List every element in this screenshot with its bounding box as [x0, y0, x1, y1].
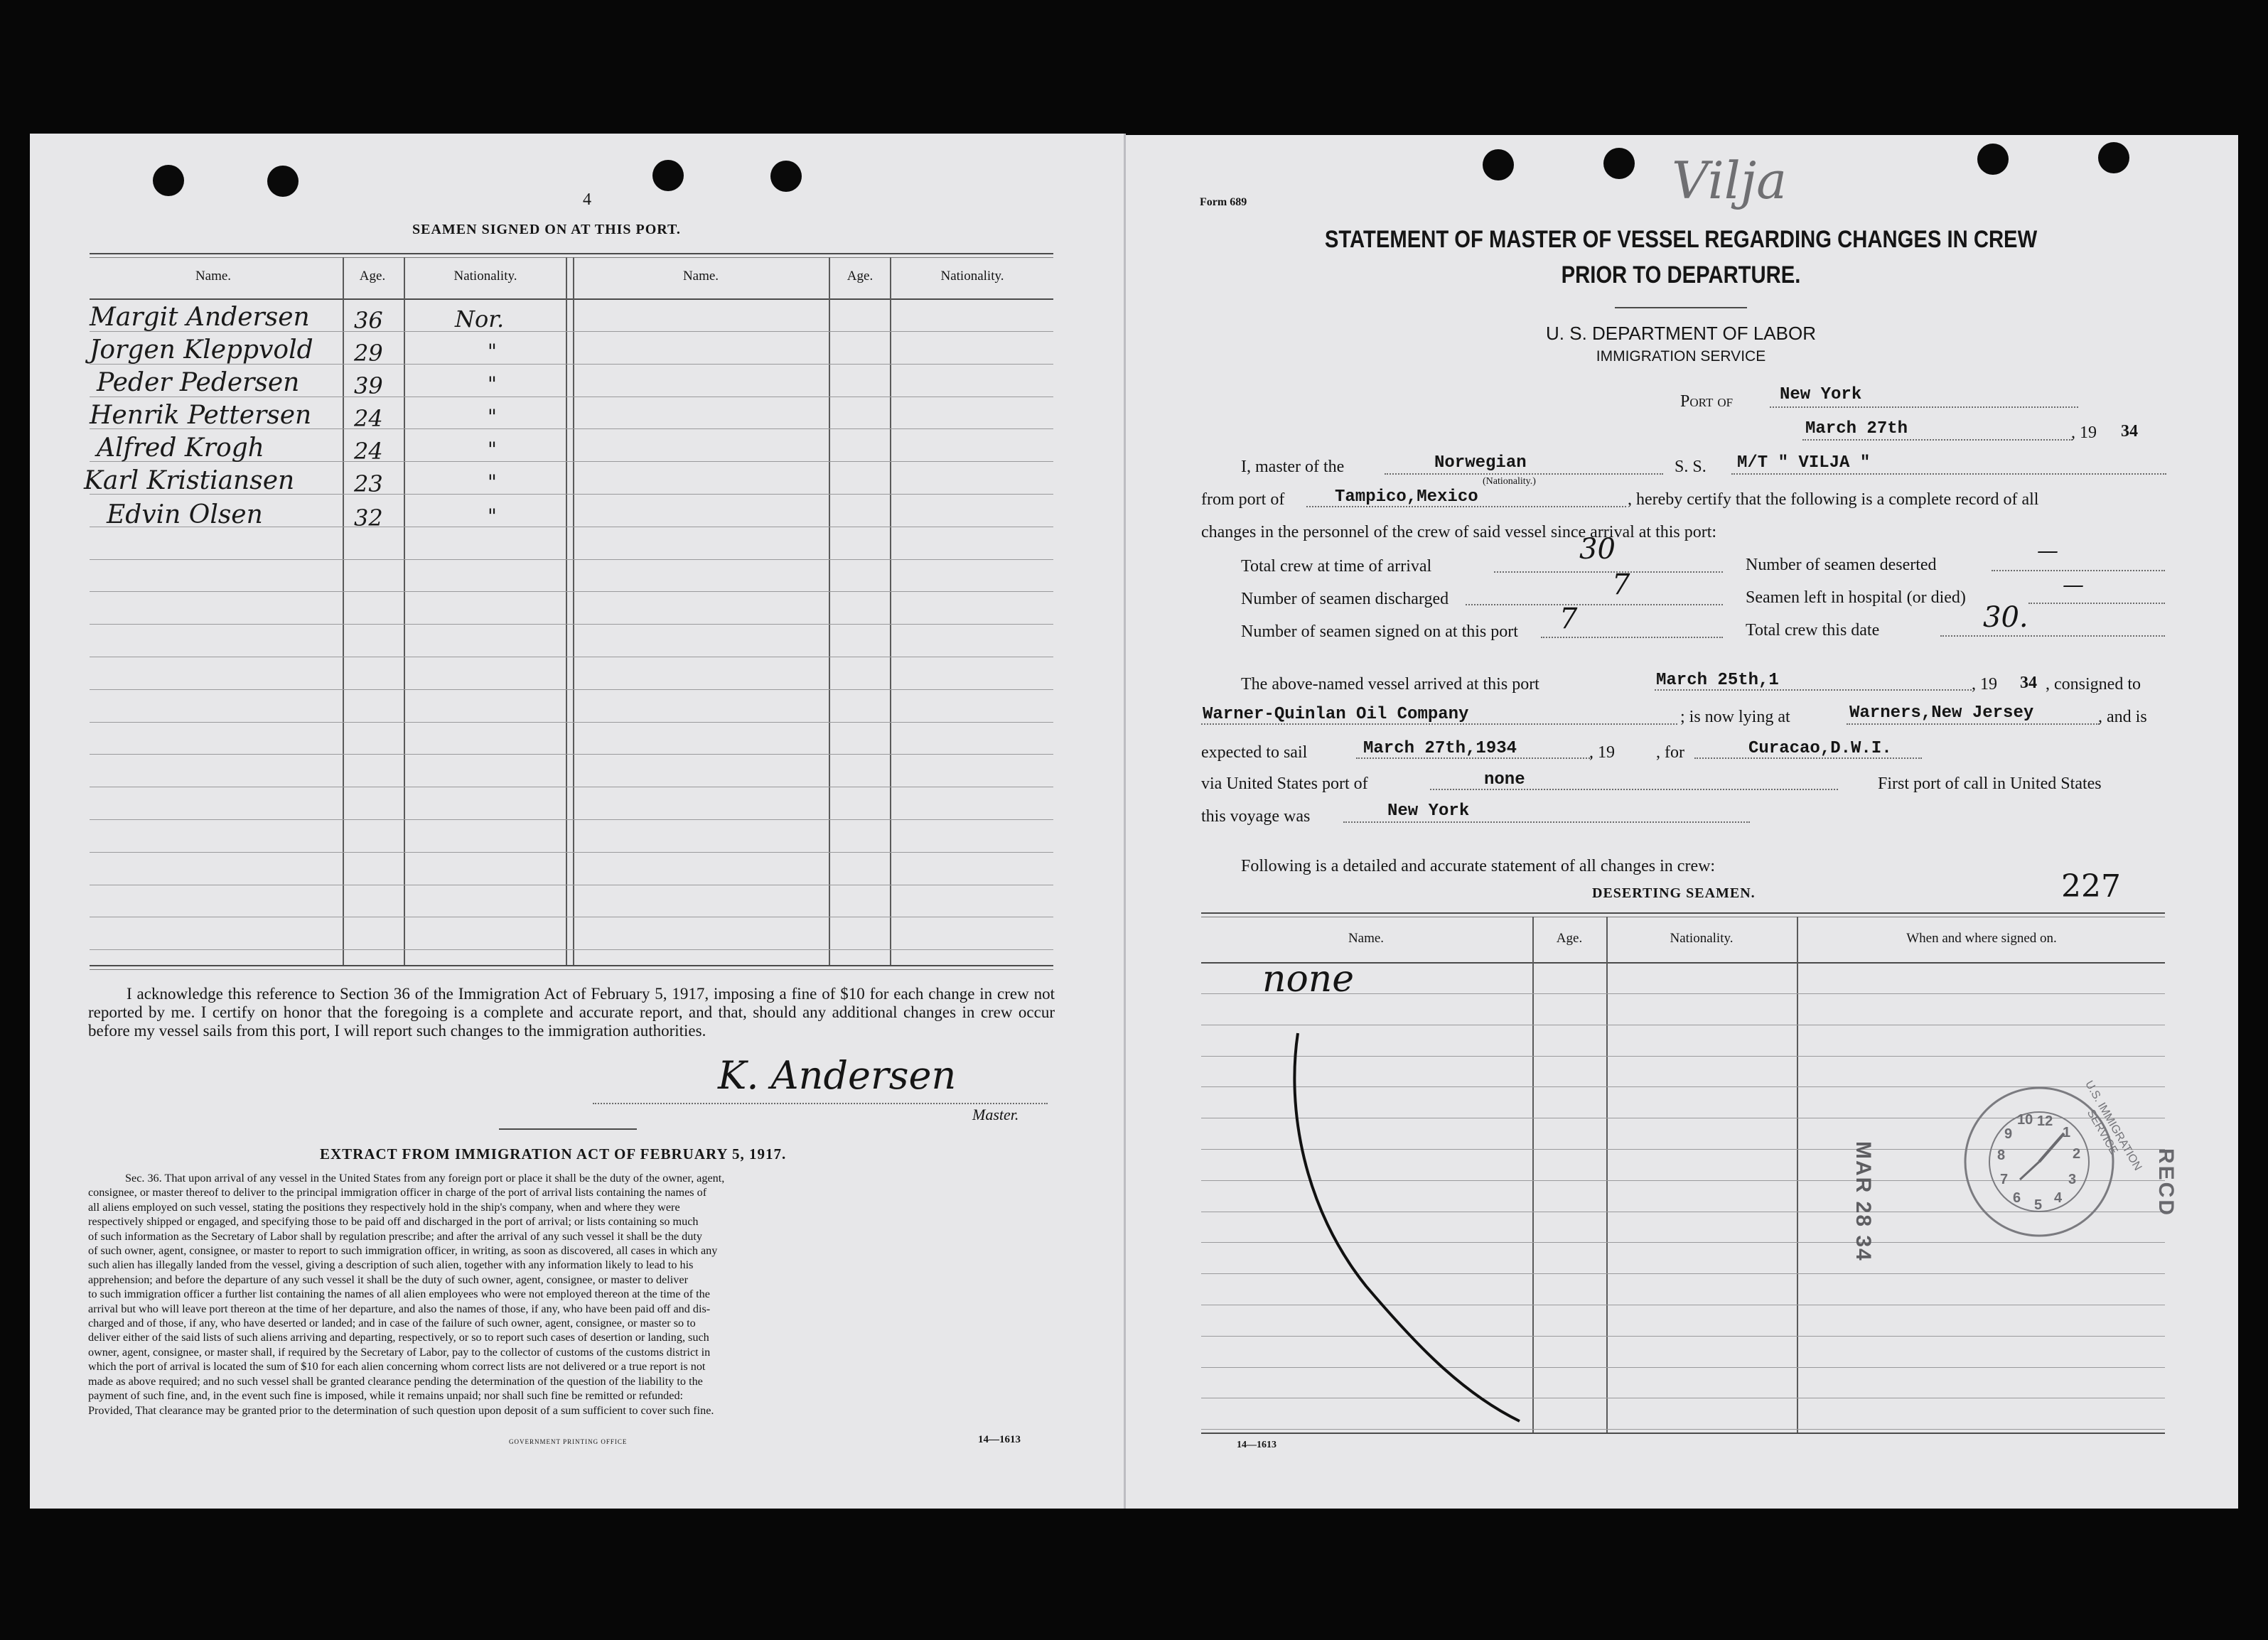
seaman-age: 24 [354, 438, 383, 465]
sail-year-prefix: , 19 [1589, 743, 1615, 762]
punch-hole [267, 166, 299, 197]
seaman-name: Margit Andersen [90, 303, 310, 332]
svg-text:6: 6 [2013, 1190, 2021, 1206]
handwritten-vessel-note: Vilja [1672, 151, 1788, 210]
extract-line: apprehension; and before the departure of any such vessel it shall be the duty of such owner, agent, consignee, or master to deliver [88, 1273, 688, 1286]
extract-title: EXTRACT FROM IMMIGRATION ACT OF FEBRUARY 5, 1917. [320, 1145, 787, 1162]
total-crew-arrival-value: 30 [1579, 533, 1616, 566]
certify-text: , hereby certify that the following is a complete record of all [1628, 490, 2039, 509]
consignee-value: Warner-Quinlan Oil Company [1203, 705, 1469, 724]
svg-text:7: 7 [2000, 1172, 2009, 1187]
seaman-age: 23 [354, 470, 383, 497]
nationality-caption: (Nationality.) [1483, 476, 1536, 487]
svg-text:8: 8 [1997, 1148, 2006, 1163]
seaman-age: 24 [354, 405, 383, 432]
for-label: , for [1656, 743, 1684, 762]
extract-line: payment of such fine, and, in the event such fine is imposed, while it remains unpaid; nor shall such fine be remitted or refunded: [88, 1389, 684, 1403]
extract-line: made as above required; and no such vessel shall be granted clearance pending the determination of the question of the liability to the [88, 1374, 703, 1388]
ruled-row-line [90, 559, 1053, 560]
printer-mark: GOVERNMENT PRINTING OFFICE [509, 1438, 628, 1445]
deserting-title: DESERTING SEAMEN. [1592, 885, 1756, 901]
discharged-label: Number of seamen discharged [1241, 590, 1449, 608]
year-value: 34 [2121, 422, 2138, 441]
count-line [1494, 571, 1723, 573]
form-code-right: 14—1613 [1237, 1440, 1277, 1450]
date-value: March 27th [1805, 419, 1908, 438]
handwritten-strike-line [1265, 1023, 1535, 1428]
from-port-label: from port of [1201, 490, 1285, 509]
received-stamp-date: MAR 28 34 [1852, 1141, 1875, 1262]
punch-hole [770, 161, 802, 192]
deserting-col-name: Name. [1348, 931, 1385, 946]
first-port-label: First port of call in United States [1878, 775, 2102, 793]
table-top-rule [90, 257, 1053, 258]
seaman-nationality: Nor. [455, 306, 505, 333]
deserting-table-bottom [1201, 1433, 2165, 1434]
seaman-name: Alfred Krogh [97, 433, 264, 463]
punch-hole [1977, 144, 2009, 175]
expected-tail: , and is [2098, 708, 2147, 726]
ruled-row-line [90, 722, 1053, 723]
seaman-nationality: " [488, 505, 497, 528]
changes-text: changes in the personnel of the crew of said vessel since arrival at this port: [1201, 523, 1717, 541]
received-stamp-ring-text: U.S. IMMIGRATION SERVICE [2082, 1079, 2144, 1173]
svg-text:4: 4 [2054, 1190, 2063, 1206]
punch-hole [2098, 142, 2129, 173]
extract-line: deliver either of the said lists of such aliens arriving and departing, respectively, or so to report such cases of desertion or landing, such [88, 1331, 709, 1344]
table-bottom-rule [90, 965, 1053, 966]
ruled-row-line [90, 949, 1053, 950]
svg-text:3: 3 [2068, 1172, 2077, 1187]
table-top-rule [90, 253, 1053, 254]
lying-value: Warners,New Jersey [1849, 703, 2034, 723]
department: U. S. DEPARTMENT OF LABOR [1546, 323, 1816, 344]
extract-line: respectively shipped or engaged, and specifying those to be paid off and discharged in the port of arrival; or lists containing so much [88, 1215, 699, 1229]
seaman-nationality: " [488, 438, 497, 461]
total-crew-arrival-label: Total crew at time of arrival [1241, 557, 1432, 576]
deserted-value: — [2037, 539, 2058, 563]
extract-line: owner, agent, consignee, or master shall, if required by the Secretary of Labor, pay to the collector of customs of the customs district in [88, 1345, 711, 1359]
signed-on-label: Number of seamen signed on at this port [1241, 622, 1518, 641]
col-header-age-2: Age. [847, 269, 874, 284]
extract-line: consignee, or master thereof to deliver to the principal immigration officer in charge of the port of arrival lists containing the names of [88, 1186, 707, 1199]
ruled-row-line [90, 819, 1053, 820]
lying-label: ; is now lying at [1680, 708, 1790, 726]
sail-value: March 27th,1934 [1363, 739, 1517, 758]
ruled-row-line [1201, 1429, 2165, 1430]
seaman-age: 32 [354, 505, 383, 532]
ruled-row-line [90, 591, 1053, 592]
svg-text:1: 1 [2063, 1125, 2071, 1140]
seaman-name: Karl Kristiansen [84, 466, 295, 495]
form-number: Form 689 [1200, 196, 1247, 208]
from-port-value: Tampico,Mexico [1335, 487, 1478, 507]
form-title-line1: STATEMENT OF MASTER OF VESSEL REGARDING CHANGES IN CREW [1324, 226, 2038, 253]
title-rule [1615, 307, 1747, 308]
seaman-age: 36 [354, 307, 383, 334]
col-header-nationality: Nationality. [453, 269, 517, 284]
extract-line: which the port of arrival is located the sum of $10 for each alien concerning whom correct lists are not delivered or a true report is not [88, 1360, 706, 1374]
form-code-left: 14—1613 [978, 1434, 1021, 1445]
arrived-label: The above-named vessel arrived at this port [1241, 675, 1539, 694]
seaman-name: Edvin Olsen [107, 500, 263, 529]
acknowledgment-text: I acknowledge this reference to Section 36 of the Immigration Act of February 5, 1917, imposing a fine of $10 for each change in crew not reported by me. I certify on honor that the foregoing is a complete and accurate report, and that, should any additional changes in crew occur before my vessel sails from this port, I will report such changes to the immigration authorities. [88, 985, 1055, 1040]
col-header-age: Age. [359, 269, 386, 284]
seaman-name: Jorgen Kleppvold [90, 335, 313, 365]
punch-hole [1603, 148, 1635, 179]
deserted-label: Number of seamen deserted [1746, 556, 1937, 574]
via-label: via United States port of [1201, 775, 1368, 793]
extract-line: charged and of those, if any, who have deserted or landed; and in case of the failure of such owner, agent, consignee, or master so to [88, 1317, 696, 1330]
extract-line: all aliens employed on such vessel, stating the positions they respectively hold in the ship's company, when and where they were [88, 1200, 680, 1214]
master-of-label: I, master of the [1241, 458, 1345, 476]
via-value: none [1484, 770, 1525, 789]
voyage-line [1343, 821, 1750, 823]
discharged-value: 7 [1612, 568, 1630, 601]
seaman-nationality: " [488, 340, 497, 363]
extract-body [88, 1171, 1055, 1418]
deserting-table-top [1201, 912, 2165, 914]
col-header-name: Name. [195, 269, 232, 284]
destination-value: Curacao,D.W.I. [1748, 739, 1892, 758]
extract-line: of such information as the Secretary of Labor shall by regulation prescribe; and after the arrival of any such vessel it shall be the duty [88, 1229, 702, 1243]
year-prefix: , 19 [2071, 424, 2097, 442]
form-title [1269, 222, 2094, 293]
svg-text:5: 5 [2034, 1197, 2043, 1213]
ruled-row-line [90, 689, 1053, 690]
nationality-value: Norwegian [1434, 453, 1527, 473]
document-number: 227 [2061, 868, 2121, 905]
svg-text:12: 12 [2037, 1113, 2053, 1129]
port-line [1770, 406, 2078, 408]
hospital-label: Seamen left in hospital (or died) [1746, 588, 1966, 607]
master-signature: K. Andersen [718, 1053, 957, 1098]
count-line [2028, 603, 2165, 604]
extract-line: to such immigration officer a further list containing the names of all alien employees who were not employed thereon at the time of the [88, 1288, 710, 1301]
extract-line: of such owner, agent, consignee, or master to report to such immigration officer, in writing, as soon as discovered, all cases in which any [88, 1244, 718, 1258]
vessel-value: M/T " VILJA " [1737, 453, 1871, 473]
col-header-nationality-2: Nationality. [940, 269, 1004, 284]
svg-text:2: 2 [2073, 1146, 2081, 1162]
short-rule [499, 1128, 637, 1130]
deserting-col-age: Age. [1556, 931, 1583, 946]
extract-line: such alien has illegally landed from the vessel, giving a description of such alien, together with any information likely to lead to his [88, 1258, 694, 1272]
service: IMMIGRATION SERVICE [1596, 348, 1766, 365]
vessel-line [1731, 473, 2166, 475]
deserting-col-signed-on: When and where signed on. [1906, 931, 2057, 946]
col-header-name-2: Name. [682, 269, 719, 284]
section-title: SEAMEN SIGNED ON AT THIS PORT. [412, 222, 681, 237]
count-line [1541, 637, 1723, 638]
signature-line [593, 1103, 1048, 1104]
extract-line: Provided, That clearance may be granted prior to the determination of such question upon deposit of a sum sufficient to cover such fine. [88, 1403, 714, 1417]
ss-label: S. S. [1675, 458, 1707, 476]
extract-line: arrival but who will leave port thereon at the time of her departure, and also the names of those, if any, who have been paid off and dis- [88, 1302, 711, 1315]
arrived-value: March 25th,1 [1656, 671, 1779, 690]
total-crew-date-label: Total crew this date [1746, 621, 1880, 640]
punch-hole [153, 165, 184, 196]
count-line [1466, 604, 1723, 605]
this-voyage-label: this voyage was [1201, 807, 1311, 826]
count-line [1940, 635, 2165, 637]
seaman-nationality: " [488, 470, 497, 494]
deserting-col-nationality: Nationality. [1670, 931, 1734, 946]
page-number: 4 [583, 190, 591, 209]
header-rule [90, 298, 1053, 300]
nationality-line [1385, 473, 1663, 475]
master-label: Master. [972, 1106, 1019, 1123]
form-title-line2: PRIOR TO DEPARTURE. [1561, 261, 1801, 288]
consigned-label: , consigned to [2046, 675, 2141, 694]
arrived-year: 34 [2020, 674, 2037, 692]
seaman-name: Henrik Pettersen [90, 401, 312, 430]
first-port-value: New York [1387, 802, 1470, 821]
extract-line: Sec. 36. That upon arrival of any vessel in the United States from any foreign port or place it shall be the duty of the owner, agent, [125, 1172, 725, 1185]
total-crew-date-value: 30. [1983, 601, 2028, 634]
page-gutter [1124, 134, 1126, 1509]
svg-text:10: 10 [2017, 1112, 2033, 1128]
date-line [1802, 439, 2073, 441]
signed-on-value: 7 [1559, 603, 1578, 635]
seaman-age: 29 [354, 340, 383, 367]
ruled-row-line [90, 754, 1053, 755]
seaman-nationality: " [488, 372, 497, 396]
punch-hole [1483, 149, 1514, 180]
seaman-name: Peder Pedersen [97, 368, 300, 397]
lying-line [1847, 723, 2100, 725]
arrived-year-prefix: , 19 [1972, 675, 1997, 694]
port-label: Port of [1680, 392, 1734, 411]
table-bottom-rule [90, 969, 1053, 970]
count-line [1992, 570, 2165, 571]
received-stamp-recd: RECD [2154, 1148, 2178, 1218]
ruled-row-line [90, 624, 1053, 625]
deserting-entry: none [1262, 958, 1355, 1000]
ruled-row-line [90, 852, 1053, 853]
punch-hole [652, 160, 684, 191]
port-value: New York [1780, 385, 1862, 404]
hospital-value: — [2063, 573, 2084, 598]
expected-label: expected to sail [1201, 743, 1308, 762]
svg-text:9: 9 [2004, 1126, 2013, 1142]
seaman-age: 39 [354, 372, 383, 399]
following-text: Following is a detailed and accurate statement of all changes in crew: [1241, 857, 1716, 875]
seaman-nationality: " [488, 405, 497, 428]
